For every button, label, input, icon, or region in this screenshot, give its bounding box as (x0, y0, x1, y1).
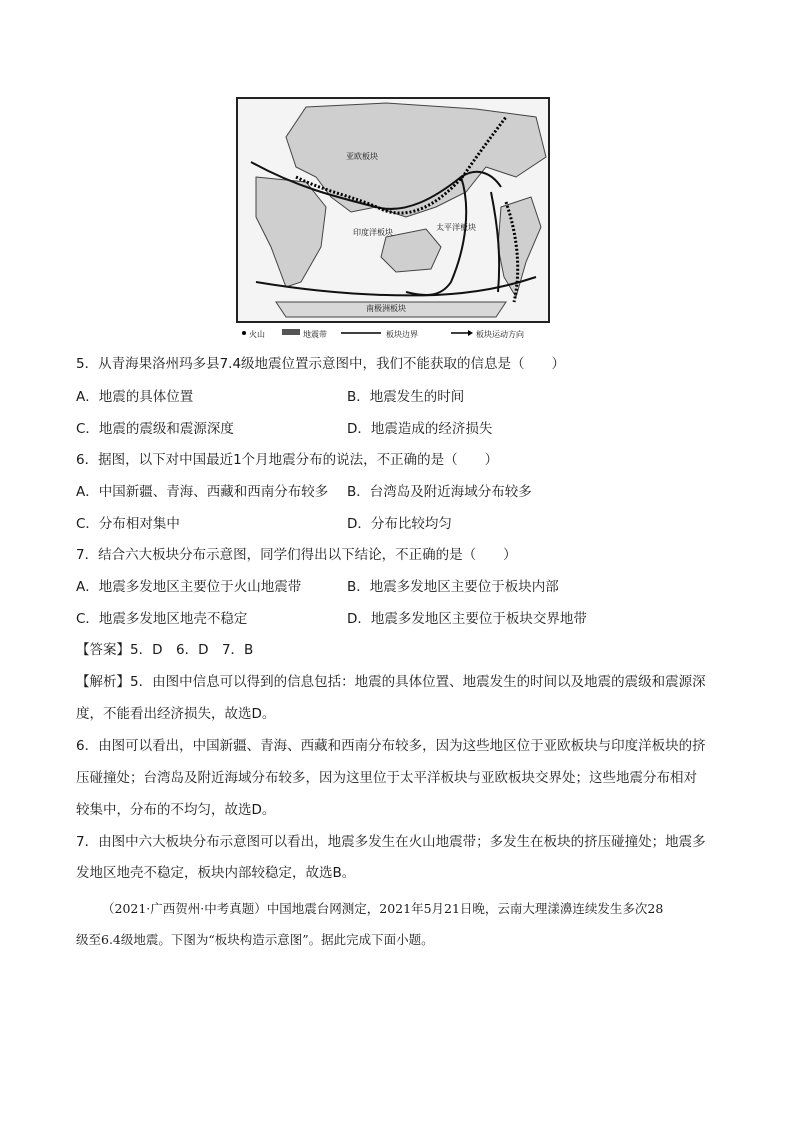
label-antarctic-plate: 南极洲板块 (366, 304, 406, 313)
legend-boundary: 板块边界 (386, 330, 418, 339)
question-7-option-c: C．地震多发地区地壳不稳定 (76, 611, 248, 627)
analysis-line: 度，不能看出经济损失，故选D。 (76, 706, 276, 722)
next-question-intro: （2021·广西贺州·中考真题）中国地震台网测定，2021年5月21日晚，云南大理漾濞连续发生多次28 (102, 901, 664, 916)
question-7-option-b: B．地震多发地区主要位于板块内部 (347, 579, 559, 595)
label-pacific-plate: 太平洋板块 (436, 223, 476, 232)
analysis-line: 7．由图中六大板块分布示意图可以看出，地震多发生在火山地震带；多发生在板块的挤压碰撞处；地震多 (76, 834, 706, 850)
volcano-legend-icon (242, 331, 246, 335)
question-5-option-a: A．地震的具体位置 (76, 389, 194, 405)
answer-line: 【答案】5．D 6．D 7．B (76, 642, 254, 658)
question-6-option-c: C．分布相对集中 (76, 516, 180, 532)
analysis-line: 压碰撞处；台湾岛及附近海域分布较多，因为这里位于太平洋板块与亚欧板块交界处；这些地震分布相对 (76, 770, 697, 786)
legend-earthquake: 地震带 (303, 330, 327, 339)
legend-motion: 板块运动方向 (476, 330, 524, 339)
plate-map-figure (236, 97, 550, 340)
question-6-stem: 6．据图，以下对中国最近1个月地震分布的说法，不正确的是（ ） (76, 452, 499, 468)
label-eurasian-plate: 亚欧板块 (346, 152, 378, 161)
question-5-stem: 5．从青海果洛州玛多县7.4级地震位置示意图中，我们不能获取的信息是（ ） (76, 356, 566, 372)
analysis-line: 6．由图可以看出，中国新疆、青海、西藏和西南分布较多，因为这些地区位于亚欧板块与印度洋板块的挤 (76, 738, 706, 754)
legend-volcano: 火山 (249, 330, 265, 339)
label-indo-australian-plate: 印度洋板块 (353, 228, 393, 237)
question-7-option-a: A．地震多发地区主要位于火山地震带 (76, 579, 302, 595)
analysis-line: 【解析】5．由图中信息可以得到的信息包括：地震的具体位置、地震发生的时间以及地震的震级和震源深 (76, 674, 706, 690)
question-6-option-d: D．分布比较均匀 (347, 516, 452, 532)
question-5-option-c: C．地震的震级和震源深度 (76, 421, 234, 437)
arrow-icon (468, 330, 473, 336)
question-6-option-b: B．台湾岛及附近海域分布较多 (347, 484, 532, 500)
question-6-option-a: A．中国新疆、青海、西藏和西南分布较多 (76, 484, 329, 500)
question-7-option-d: D．地震多发地区主要位于板块交界地带 (347, 611, 587, 627)
question-5-option-d: D．地震造成的经济损失 (347, 421, 493, 437)
next-question-intro: 级至6.4级地震。下图为“板块构造示意图”。据此完成下面小题。 (76, 932, 434, 947)
question-5-option-b: B．地震发生的时间 (347, 389, 465, 405)
analysis-line: 发地区地壳不稳定，板块内部较稳定，故选B。 (76, 865, 356, 881)
earthquake-legend-icon (282, 329, 300, 335)
analysis-line: 较集中，分布的不均匀，故选D。 (76, 802, 276, 818)
question-7-stem: 7．结合六大板块分布示意图，同学们得出以下结论，不正确的是（ ） (76, 547, 517, 563)
